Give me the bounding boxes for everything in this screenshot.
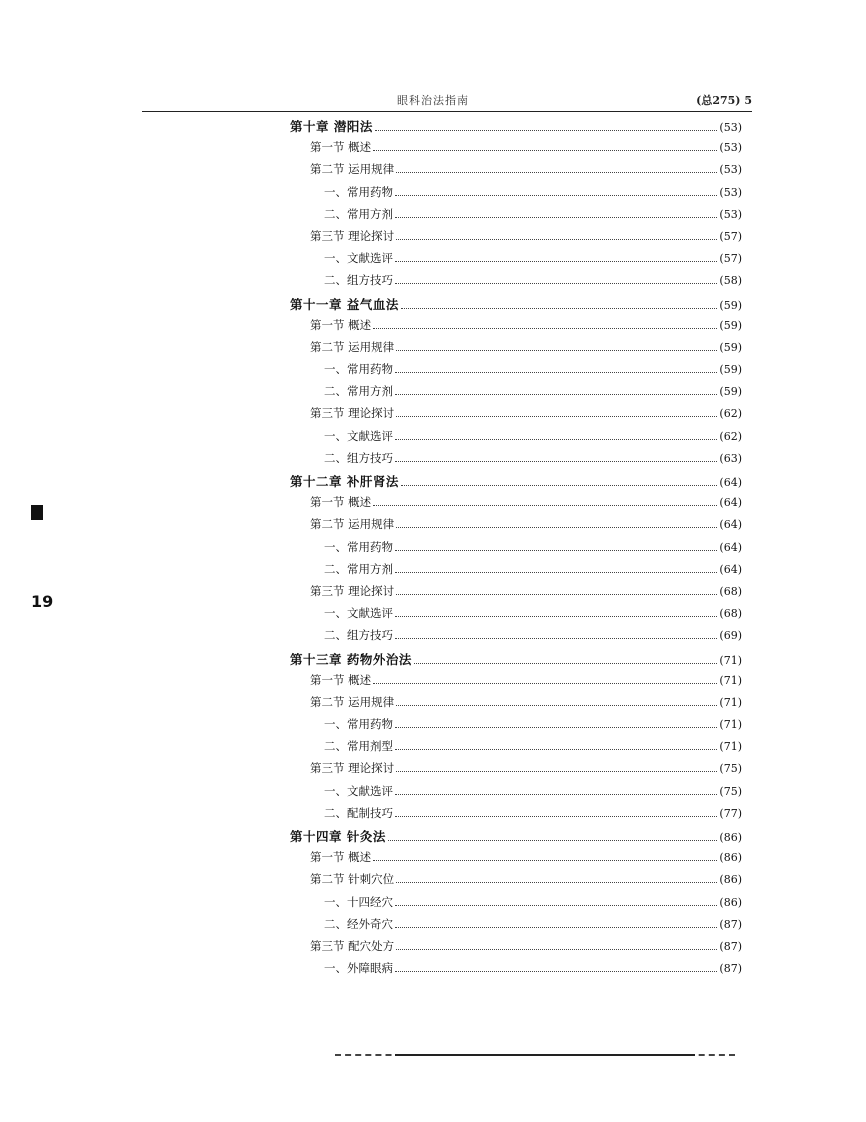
toc-label: 第一节 概述 [310, 317, 372, 332]
toc-label: 二、组方技巧 [324, 450, 393, 465]
toc-label: 第十四章 针灸法 [290, 829, 386, 844]
toc-label: 二、常用剂型 [324, 739, 393, 754]
dot-leader [373, 859, 717, 861]
toc-entry-section [290, 228, 742, 250]
toc-entry-section [290, 938, 742, 960]
toc-page: (63) [719, 451, 742, 465]
toc-page: (68) [719, 607, 742, 621]
toc-page: (71) [719, 718, 742, 732]
dot-leader [373, 149, 717, 151]
toc-page: (62) [719, 407, 742, 421]
dot-leader [396, 881, 717, 883]
toc-entry-chapter [290, 117, 742, 139]
toc-page: (86) [719, 831, 742, 844]
dot-leader [395, 815, 717, 817]
dot-leader [395, 260, 717, 262]
toc-label: 第一节 概述 [310, 495, 372, 510]
toc-label: 一、文献选评 [324, 606, 393, 621]
toc-page: (71) [719, 695, 742, 709]
page-number: (总275) 5 [696, 94, 752, 107]
toc-entry-chapter [290, 295, 742, 317]
dot-leader [395, 460, 717, 462]
toc-page: (71) [719, 673, 742, 687]
toc-page: (53) [719, 207, 742, 221]
bottom-rule-solid [395, 1054, 695, 1056]
toc-page: (75) [719, 762, 742, 776]
dot-leader [395, 282, 717, 284]
dot-leader [395, 393, 717, 395]
toc-label: 二、经外奇穴 [324, 916, 393, 931]
toc-entry-item [290, 805, 742, 827]
toc-entry-section [290, 516, 742, 538]
toc-page: (87) [719, 962, 742, 976]
toc-label: 第三节 理论探讨 [310, 406, 395, 421]
toc-label: 第一节 概述 [310, 140, 372, 155]
margin-number: 19 [31, 592, 54, 611]
dot-leader [395, 571, 717, 573]
toc-entry-item [290, 738, 742, 760]
dot-leader [395, 793, 717, 795]
toc-entry-section [290, 339, 742, 361]
toc-label: 第十三章 药物外治法 [290, 651, 412, 667]
header-rule [142, 111, 752, 112]
toc-page: (64) [719, 562, 742, 576]
dot-leader [396, 349, 717, 351]
toc-page: (59) [719, 298, 742, 312]
dot-leader [396, 415, 717, 417]
dot-leader [401, 484, 718, 486]
toc-entry-section [290, 871, 742, 893]
toc-label: 第十一章 益气血法 [290, 296, 399, 312]
dot-leader [414, 662, 718, 664]
dot-leader [396, 238, 717, 240]
toc-entry-item [290, 184, 742, 206]
toc-entry-section [290, 583, 742, 605]
dot-leader [395, 637, 717, 639]
toc-entry-chapter [290, 650, 742, 672]
toc-entry-chapter [290, 827, 742, 849]
toc-label: 一、常用药物 [324, 539, 393, 554]
toc-page: (75) [719, 784, 742, 798]
dot-leader [395, 371, 717, 373]
toc-page: (86) [719, 873, 742, 887]
toc-page: (57) [719, 252, 742, 266]
toc-label: 第十二章 补肝肾法 [290, 474, 399, 489]
toc-page: (86) [719, 851, 742, 865]
toc-label: 第二节 运用规律 [310, 339, 395, 354]
toc-label: 第三节 配穴处方 [310, 938, 395, 953]
toc-label: 二、组方技巧 [324, 628, 393, 643]
toc-entry-item [290, 960, 742, 982]
toc-entry-item [290, 561, 742, 583]
toc-entry-item [290, 783, 742, 805]
toc-entry-item [290, 627, 742, 649]
dot-leader [396, 171, 717, 173]
toc-entry-item [290, 605, 742, 627]
toc-page: (53) [719, 141, 742, 155]
book-title: 眼科治法指南 [397, 94, 469, 107]
toc-page: (64) [719, 496, 742, 510]
toc-entry-section [290, 672, 742, 694]
toc-label: 一、文献选评 [324, 428, 393, 443]
dot-leader [396, 948, 717, 950]
dot-leader [373, 327, 717, 329]
toc-label: 一、常用药物 [324, 362, 393, 377]
toc-page: (62) [719, 429, 742, 443]
toc-entry-item [290, 428, 742, 450]
toc-label: 二、组方技巧 [324, 273, 393, 288]
toc-page: (59) [719, 340, 742, 354]
toc-label: 二、配制技巧 [324, 805, 393, 820]
toc-label: 一、外障眼病 [324, 961, 393, 976]
dot-leader [396, 770, 717, 772]
toc-page: (59) [719, 363, 742, 377]
toc-label: 第三节 理论探讨 [310, 761, 395, 776]
toc-entry-item [290, 916, 742, 938]
dot-leader [396, 526, 717, 528]
toc-page: (53) [719, 121, 742, 134]
toc-entry-item [290, 894, 742, 916]
toc-entry-section [290, 760, 742, 782]
dot-leader [373, 504, 717, 506]
running-header [142, 90, 752, 112]
toc-page: (87) [719, 939, 742, 953]
toc-page: (64) [719, 518, 742, 532]
toc-label: 一、文献选评 [324, 783, 393, 798]
dot-leader [375, 129, 718, 131]
toc-label: 第一节 概述 [310, 672, 372, 687]
toc-entry-item [290, 450, 742, 472]
toc-entry-item [290, 250, 742, 272]
toc-entry-section [290, 161, 742, 183]
dot-leader [395, 549, 717, 551]
toc-label: 第一节 概述 [310, 850, 372, 865]
toc-label: 第二节 针刺穴位 [310, 872, 395, 887]
dot-leader [373, 682, 717, 684]
toc-page: (64) [719, 476, 742, 489]
dot-leader [395, 726, 717, 728]
toc-entry-section [290, 317, 742, 339]
toc-label: 第二节 运用规律 [310, 694, 395, 709]
toc-label: 一、常用药物 [324, 184, 393, 199]
toc-page: (59) [719, 385, 742, 399]
toc-page: (86) [719, 895, 742, 909]
toc-page: (68) [719, 584, 742, 598]
dot-leader [396, 593, 717, 595]
toc-entry-section [290, 405, 742, 427]
toc-page: (53) [719, 163, 742, 177]
dot-leader [395, 904, 717, 906]
dot-leader [395, 438, 717, 440]
toc-entry-section [290, 694, 742, 716]
toc-label: 第二节 运用规律 [310, 517, 395, 532]
toc-label: 第十章 潜阳法 [290, 119, 373, 134]
toc-entry-section [290, 139, 742, 161]
toc-label: 一、十四经穴 [324, 894, 393, 909]
toc-entry-item [290, 383, 742, 405]
toc-page: (59) [719, 318, 742, 332]
toc-page: (71) [719, 653, 742, 667]
toc-page: (58) [719, 274, 742, 288]
toc-page: (71) [719, 740, 742, 754]
toc-page: (53) [719, 185, 742, 199]
toc-label: 一、常用药物 [324, 717, 393, 732]
toc-entry-item [290, 716, 742, 738]
dot-leader [395, 615, 717, 617]
toc-label: 第三节 理论探讨 [310, 583, 395, 598]
toc-entry-section [290, 849, 742, 871]
toc-entry-section [290, 494, 742, 516]
dot-leader [395, 194, 717, 196]
toc-label: 二、常用方剂 [324, 384, 393, 399]
toc-entry-item [290, 206, 742, 228]
toc-label: 二、常用方剂 [324, 206, 393, 221]
toc-page: (64) [719, 540, 742, 554]
dot-leader [395, 926, 717, 928]
toc-entry-item [290, 361, 742, 383]
dot-leader [396, 704, 717, 706]
toc-label: 第二节 运用规律 [310, 162, 395, 177]
toc-label: 二、常用方剂 [324, 561, 393, 576]
toc-entry-item [290, 272, 742, 294]
dot-leader [395, 970, 717, 972]
dot-leader [388, 839, 718, 841]
toc-label: 一、文献选评 [324, 251, 393, 266]
dot-leader [395, 216, 717, 218]
toc-entry-item [290, 539, 742, 561]
toc-entry-chapter [290, 472, 742, 494]
dot-leader [395, 748, 717, 750]
toc-page: (77) [719, 806, 742, 820]
toc-label: 第三节 理论探讨 [310, 228, 395, 243]
table-of-contents [290, 117, 742, 982]
toc-page: (57) [719, 229, 742, 243]
toc-page: (69) [719, 629, 742, 643]
margin-mark [31, 505, 43, 520]
dot-leader [401, 307, 718, 309]
toc-page: (87) [719, 917, 742, 931]
